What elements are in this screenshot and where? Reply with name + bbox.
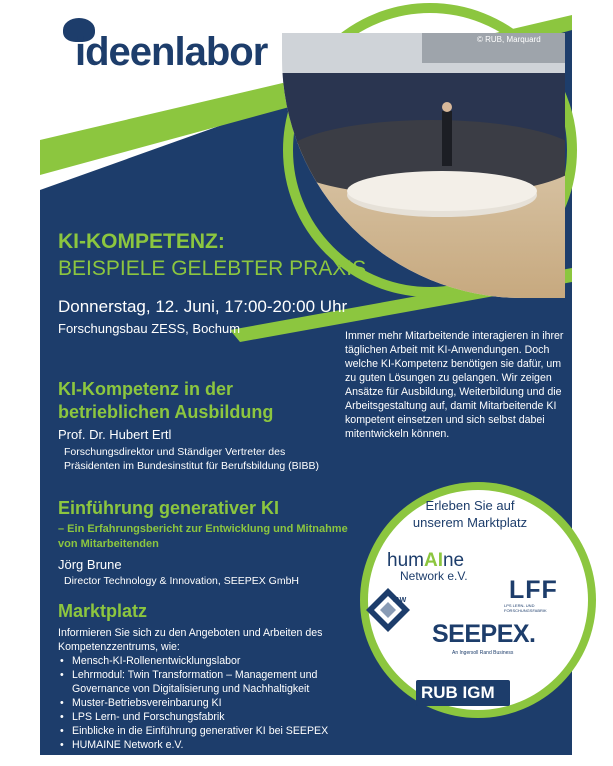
section-text: Informieren Sie sich zu den Angeboten und Arbeiten des Kompetenzzentrums, wie:	[58, 627, 323, 653]
marketplace-heading: Erleben Sie auf unserem Marktplatz	[412, 498, 528, 530]
section-title: Einführung generativer KI	[58, 498, 280, 518]
photo-credit: © RUB, Marquard	[477, 35, 541, 44]
event-venue: Forschungsbau ZESS, Bochum	[58, 321, 241, 336]
section-title: Marktplatz	[58, 601, 148, 621]
list-item: • Lehrmodul: Twin Transformation – Management und Governance von Digitalisierung und Nachhaltigkeit	[58, 668, 358, 696]
logo: ideenlabor	[75, 30, 268, 74]
lff-logo: LFF	[509, 576, 558, 604]
list-item: • Muster-Betriebsvereinbarung KI	[58, 696, 358, 710]
iaw-logo-icon	[364, 586, 412, 634]
event-date: Donnerstag, 12. Juni, 17:00-20:00 Uhr	[58, 297, 348, 316]
humaine-logo-ai: AI	[423, 550, 443, 571]
humaine-logo-part: hum	[387, 550, 424, 571]
event-intro: Immer mehr Mitarbeitende interagieren in ihrer täglichen Arbeit mit KI-Anwendungen. Doch welche KI-Kompetenz benötigen sie dafür, um zu guten Lösungen zu gelangen. Wir zeigen Ansätze für Ausbildung, Weiterbildung und die Arbeitsgestaltung auf, damit Mitarbeitende KI kompetent einsetzen und sich selbst dabei mitentwickeln können.	[345, 330, 564, 440]
humaine-logo-part: ne	[442, 550, 465, 571]
speaker-role: Director Technology & Innovation, SEEPEX GmbH	[64, 575, 300, 587]
event-title-line2: BEISPIELE GELEBTER PRAXIS	[58, 257, 367, 280]
speaker-name: Jörg Brune	[58, 557, 122, 572]
humaine-logo-subtitle: Network e.V.	[400, 569, 468, 583]
speaker-role: Forschungsdirektor und Ständiger Vertreter des Präsidenten im Bundesinstitut für Berufsbildung (BIBB)	[64, 446, 320, 472]
section-subtitle: – Ein Erfahrungsbericht zur Entwicklung und Mitnahme von Mitarbeitenden	[58, 523, 348, 550]
list-item: • Einblicke in die Einführung generativer KI bei SEEPEX	[58, 724, 358, 738]
speaker-name: Prof. Dr. Hubert Ertl	[58, 427, 172, 442]
event-title-line1: KI-KOMPETENZ:	[58, 230, 225, 253]
lff-logo-subtitle: LPS LERN- UND FORSCHUNGSFABRIK	[504, 603, 547, 613]
seepex-logo: SEEPEX.	[432, 620, 536, 648]
section-title: KI-Kompetenz in der betrieblichen Ausbildung	[58, 379, 274, 422]
photo-speaker	[442, 111, 452, 166]
list-item: • Mensch-KI-Rollenentwicklungslabor	[58, 654, 358, 668]
marketplace-list	[58, 654, 358, 752]
list-item: • HUMAINE Network e.V.	[58, 738, 358, 752]
seepex-logo-subtitle: An Ingersoll Rand Business	[452, 650, 514, 656]
rub-igm-logo: RUB IGM	[421, 683, 495, 702]
list-item: • LPS Lern- und Forschungsfabrik	[58, 710, 358, 724]
iaw-logo: IAW	[393, 597, 407, 604]
